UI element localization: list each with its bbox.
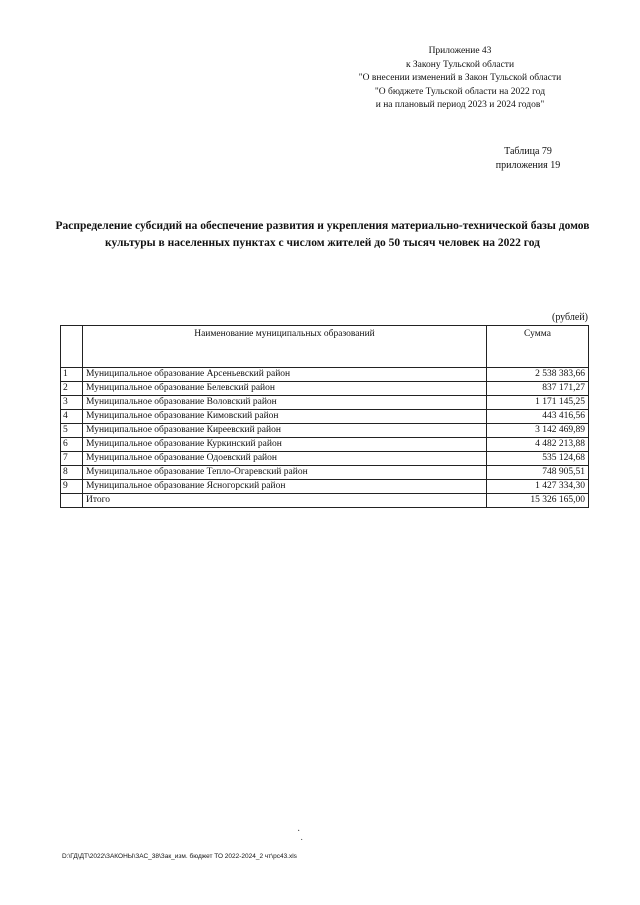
units-label: (рублей) [551,312,588,323]
table-row [61,466,589,480]
total-row [61,494,589,508]
header-line: и на плановый период 2023 и 2024 годов" [375,100,545,110]
row-num: 3 [61,396,83,410]
row-sum: 837 171,27 [487,382,589,396]
table-number: Таблица 79 [504,146,552,157]
table-row [61,410,589,424]
row-sum: 2 538 383,66 [487,368,589,382]
table-reference [478,145,578,173]
row-num: 2 [61,382,83,396]
row-name: Муниципальное образование Ясногорский район [83,480,487,494]
row-name: Муниципальное образование Арсеньевский район [83,368,487,382]
row-sum: 535 124,68 [487,452,589,466]
table-row [61,368,589,382]
row-num: 8 [61,466,83,480]
header-line: к Закону Тульской области [405,59,515,70]
row-name: Муниципальное образование Одоевский район [83,452,487,466]
row-num: 9 [61,480,83,494]
row-name: Муниципальное образование Белевский район [83,382,487,396]
row-sum: 443 416,56 [487,410,589,424]
table-row [61,438,589,452]
table-header-row [61,326,589,368]
header-name: Наименование муниципальных образований [83,326,487,368]
row-name: Муниципальное образование Кимовский район [83,410,487,424]
table-row [61,396,589,410]
row-name: Муниципальное образование Тепло-Огаревский район [83,466,487,480]
appendix-header [330,45,590,113]
row-num: 7 [61,452,83,466]
row-sum: 1 171 145,25 [487,396,589,410]
scan-mark: ˙ [300,838,304,849]
row-num: 4 [61,410,83,424]
table-row [61,424,589,438]
appendix-number: приложения 19 [495,160,561,171]
row-name: Муниципальное образование Воловский район [83,396,487,410]
row-sum: 3 142 469,89 [487,424,589,438]
row-num: 5 [61,424,83,438]
row-sum: 1 427 334,30 [487,480,589,494]
subsidy-table [60,325,589,508]
header-line: "О внесении изменений в Закон Тульской области [358,73,562,83]
scan-mark: · [297,826,301,837]
header-line: Приложение 43 [428,46,492,56]
row-name: Муниципальное образование Киреевский район [83,424,487,438]
total-label: Итого [83,494,487,508]
row-num: 6 [61,438,83,452]
file-path-footer: D:\ГД\ДТ\2022\ЗАКОНЫ\ЗАС_38\Зак_изм. бюджет ТО 2022-2024_2 чт\рс43.xls [62,853,297,860]
row-sum: 748 905,51 [487,466,589,480]
table-row [61,452,589,466]
document-title: Распределение субсидий на обеспечение развития и укрепления материально-технической базы домов культуры в населенных пунктах с числом жителей до 50 тысяч человек на 2022 год [55,220,590,249]
total-num [61,494,83,508]
header-line: "О бюджете Тульской области на 2022 год [374,86,546,97]
row-sum: 4 482 213,88 [487,438,589,452]
table-row [61,480,589,494]
total-sum: 15 326 165,00 [487,494,589,508]
header-sum: Сумма [487,326,589,368]
row-name: Муниципальное образование Куркинский район [83,438,487,452]
row-num: 1 [61,368,83,382]
header-num [61,326,83,368]
table-row [61,382,589,396]
